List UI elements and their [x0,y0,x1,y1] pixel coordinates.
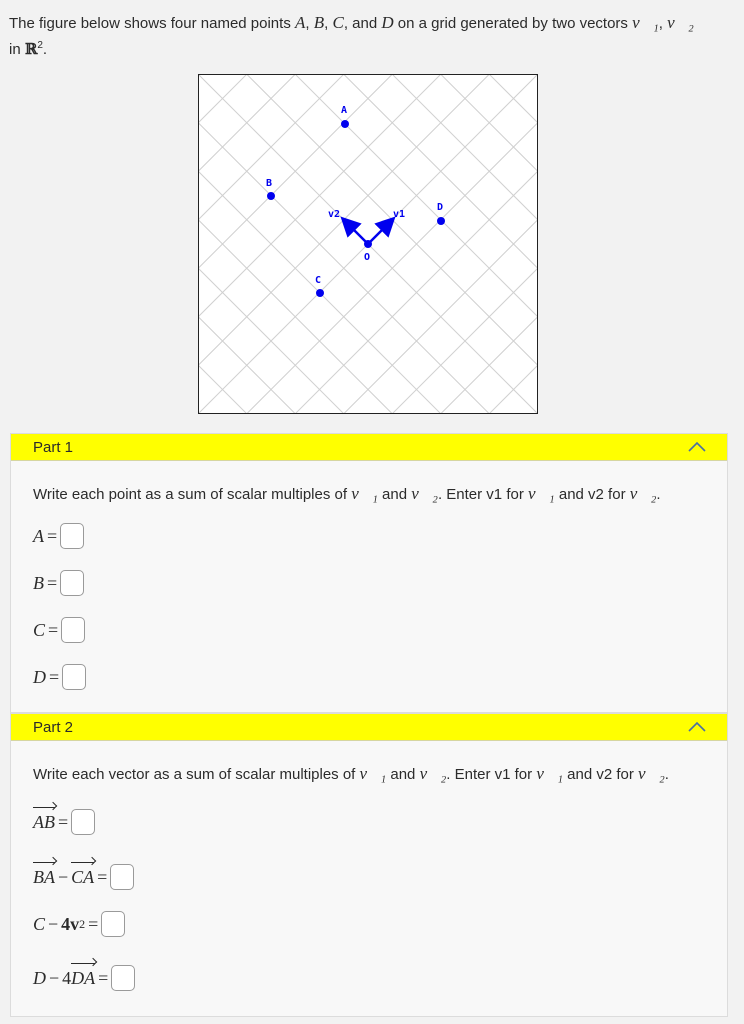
answer-row-d-minus-4da [33,965,135,991]
equals-sign: = [48,619,59,640]
vector-ca-label: CA [71,866,95,887]
origin-point [364,240,372,248]
instruction-text: and [386,766,420,783]
part-1-header[interactable] [11,434,727,461]
grid-line [199,316,537,413]
answer-row-b [33,570,84,596]
intro-text: The figure below shows four named points [9,15,295,32]
separator: , and [343,15,382,32]
grid-line [199,219,537,413]
answer-row-d [33,664,86,690]
equals-sign: = [88,913,99,934]
grid-line [199,75,537,318]
grid-line [199,268,537,414]
answer-row-ab [33,809,95,835]
vector-da-label: DA [71,967,96,988]
vector-ab-label: AB [33,811,55,832]
exponent: 2 [37,40,43,51]
minus-sign: − [48,913,59,934]
instruction-text: . Enter v1 for [437,486,528,503]
grid-plot [199,75,537,413]
point-d-label: D [381,13,394,32]
vector-v1-symbol: v⃗₁ [359,764,387,783]
equals-sign: = [58,811,69,832]
label-b: B [266,178,273,189]
label-v1: v1 [393,209,406,220]
grid-line [199,75,537,124]
grid-line [199,75,537,221]
part-2-title: Part 2 [33,718,74,736]
grid-line [199,316,537,413]
point-c-label: C [332,13,344,32]
label-d: D [437,202,444,213]
answer-row-ba-minus-ca [33,864,134,890]
answer-input-ba-minus-ca[interactable] [110,864,134,890]
answer-input-ab[interactable] [71,809,95,835]
answer-input-d[interactable] [62,664,86,690]
label-origin: O [364,252,371,263]
part-1-panel [10,433,728,713]
grid-line [199,75,537,172]
instruction-text: Write each point as a sum of scalar multiples of [33,486,352,503]
vector-v2-arrow [344,220,368,244]
grid-line [199,75,537,318]
part-2-instruction [33,764,669,784]
instruction-text: and [377,486,412,503]
grid-line [199,171,537,414]
vector-v2-symbol: v⃗₂ [411,484,438,503]
point-b [267,192,275,200]
answer-row-c-minus-4v2 [33,911,125,937]
grid-line [199,75,537,124]
grid-line [199,75,537,269]
vector-v1-arrow [368,220,392,244]
real-numbers-symbol: ℝ [24,40,38,58]
equals-sign: = [97,866,108,887]
point-b-label: B [313,13,325,32]
part-2-header[interactable] [11,714,727,741]
answer-row-a [33,523,84,549]
label-a: A [341,105,348,116]
equals-sign: = [47,525,58,546]
period: . [42,41,48,58]
vector-v1-symbol: v⃗₁ [536,764,563,783]
equals-sign: = [49,666,60,687]
grid-figure [198,74,538,414]
row-label: B [33,572,44,593]
instruction-text: . [664,766,669,783]
grid-line [199,75,537,366]
vector-v2-symbol: v⃗₂ [419,764,447,783]
vector-v2-symbol: v⃗₂ [629,484,657,503]
chevron-up-icon[interactable] [687,441,707,453]
grid-line [199,365,537,414]
grid-line [199,122,537,413]
separator: , [305,15,314,32]
chevron-up-icon[interactable] [687,721,707,733]
grid-line [199,268,537,414]
grid-line [199,219,537,413]
point-c [316,289,324,297]
separator: , [658,15,668,32]
grid-line [199,122,537,413]
vector-v2-symbol: v⃗₂ [638,764,665,783]
answer-input-b[interactable] [60,570,84,596]
point-a [341,120,349,128]
grid-line [199,75,537,172]
point-c-label: C [33,913,46,934]
grid-line [199,75,537,221]
label-v2: v2 [328,209,341,220]
row-label: D [33,666,46,687]
equals-sign: = [98,967,109,988]
answer-input-c-minus-4v2[interactable] [101,911,125,937]
minus-sign: − [49,967,60,988]
grid-line [199,75,537,366]
instruction-text: . [656,486,661,503]
coefficient: 4 [62,967,72,988]
row-label: A [33,525,44,546]
instruction-text: and v2 for [554,486,630,503]
minus-sign: − [58,866,69,887]
part-1-title: Part 1 [33,438,74,456]
separator: , [324,15,333,32]
vector-v-symbol: v [70,913,80,934]
label-c: C [315,275,322,286]
answer-input-c[interactable] [61,617,85,643]
equals-sign: = [47,572,58,593]
point-d-label: D [33,967,46,988]
point-d [437,217,445,225]
intro-text: in [9,41,25,58]
grid-line [199,75,537,269]
answer-input-d-minus-4da[interactable] [111,965,135,991]
part-2-panel [10,713,728,1017]
instruction-text: Write each vector as a sum of scalar multiples of [33,766,360,783]
intro-text: on a grid generated by two vectors [393,15,633,32]
vector-v1-symbol: v⃗₁ [632,13,659,32]
point-a-label: A [295,13,306,32]
instruction-text: and v2 for [563,766,639,783]
vector-v2-symbol: v⃗₂ [667,13,694,32]
part-1-instruction [33,484,661,504]
problem-intro [9,12,734,61]
coefficient: 4 [61,913,71,934]
vector-v1-symbol: v⃗₁ [528,484,555,503]
vector-v1-symbol: v⃗₁ [351,484,378,503]
answer-input-a[interactable] [60,523,84,549]
grid-line [199,365,537,414]
answer-row-c [33,617,85,643]
row-label: C [33,619,46,640]
subscript: 2 [79,916,86,931]
instruction-text: . Enter v1 for [446,766,537,783]
vector-ba-label: BA [33,866,55,887]
grid-line [199,171,537,414]
